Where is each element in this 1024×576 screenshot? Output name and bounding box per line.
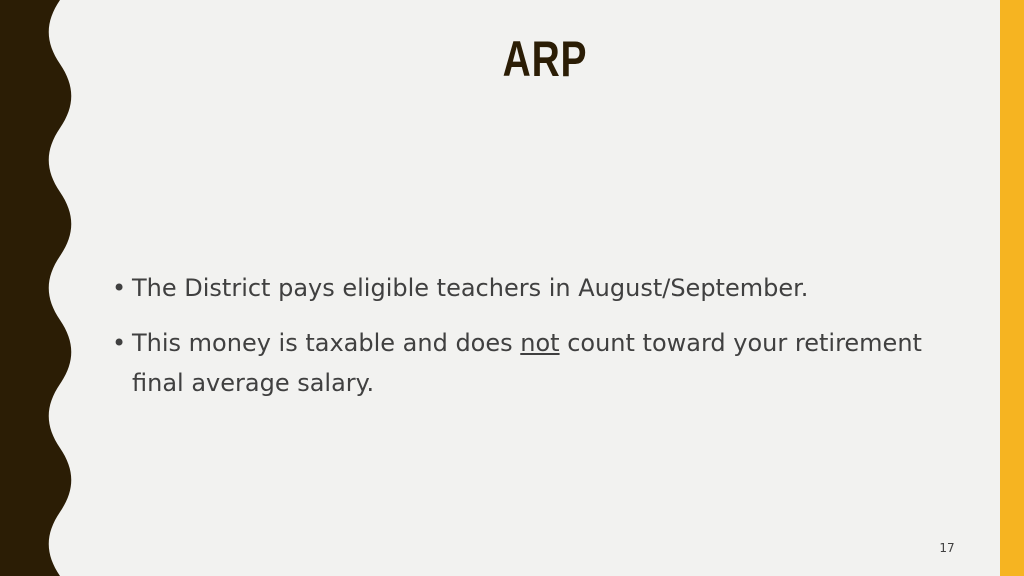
page-number: 17 xyxy=(939,541,955,555)
bullet-dot-icon: • xyxy=(112,329,127,357)
slide-title: ARP xyxy=(502,31,588,87)
accent-bar xyxy=(1000,0,1024,576)
bullet-item xyxy=(112,323,952,403)
bullet-item xyxy=(112,268,952,308)
bullet-text: The District pays eligible teachers in August/September. xyxy=(132,274,809,302)
bullet-dot-icon: • xyxy=(112,274,127,302)
bullet-text-after: count toward your retirement final average salary. xyxy=(132,329,922,397)
bullet-text-before: This money is taxable and does xyxy=(132,329,521,357)
wavy-left-band xyxy=(0,0,90,576)
bullet-emphasis: not xyxy=(520,329,560,357)
bullet-list xyxy=(112,268,952,403)
